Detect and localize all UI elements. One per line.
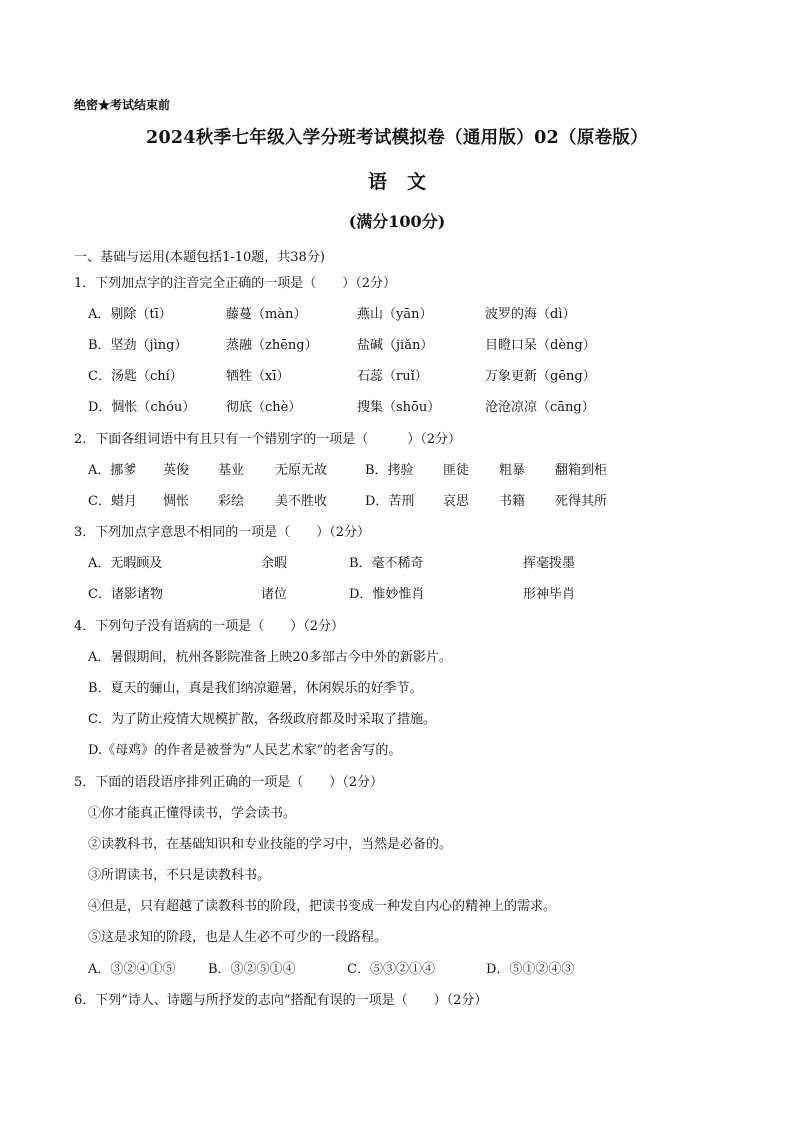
q1-option: 彻底（chè） — [226, 400, 302, 415]
q1-option: 藤蔓（màn） — [226, 307, 307, 322]
q3-option: 诸位 — [261, 587, 288, 602]
q3-option: D．惟妙惟肖 — [349, 587, 425, 602]
q2-word: B．拷验 — [365, 463, 414, 478]
q2-word: 英俊 — [163, 463, 190, 478]
q2-word: 哀思 — [443, 494, 470, 509]
q2-word: 书籍 — [499, 494, 526, 509]
q1-option: 沧沧凉凉（cāng） — [485, 400, 595, 415]
q3-option: A．无暇顾及 — [88, 556, 163, 571]
q2-word: 粗暴 — [499, 463, 526, 478]
q1-option: B．坚劲（jìng） — [88, 338, 188, 353]
q2-word: D．苦刑 — [365, 494, 415, 509]
q3-option: 形神毕肖 — [523, 587, 576, 602]
question-2-stem: 2．下面各组词语中有且只有一个错别字的一项是（ ）（2分） — [74, 432, 462, 447]
q1-option: C．汤匙（chí） — [88, 369, 183, 384]
q3-option: C．诸影诸物 — [88, 587, 163, 602]
q1-option: 搜集（shōu） — [357, 400, 441, 415]
question-6-stem: 6．下列“诗人、诗题与所抒发的志向”搭配有误的一项是（ ）（2分） — [74, 993, 488, 1008]
q5-sentence: ⑤这是求知的阶段，也是人生必不可少的一段路程。 — [88, 930, 388, 945]
exam-title: 2024秋季七年级入学分班考试模拟卷（通用版）02（原卷版） — [145, 128, 649, 148]
q4-option-a: A．暑假期间，杭州各影院准备上映20多部古今中外的新影片。 — [88, 650, 452, 665]
q2-word: 基业 — [218, 463, 245, 478]
q2-word: 无原无故 — [275, 463, 328, 478]
q5-option: D．⑤①②④③ — [486, 962, 575, 977]
subject-title: 语文 — [367, 171, 446, 193]
q1-option: 波罗的海（dì） — [485, 307, 576, 322]
q1-option: A．剔除（tī） — [88, 307, 172, 322]
q5-sentence: ②读教科书，在基础知识和专业技能的学习中，当然是必备的。 — [88, 837, 453, 852]
q4-option-d: D.《母鸡》的作者是被誉为“人民艺术家”的老舍写的。 — [88, 743, 402, 758]
q2-word: 惆怅 — [163, 494, 190, 509]
q1-option: 石蕊（ruǐ） — [357, 369, 428, 384]
q2-word: 美不胜收 — [275, 494, 328, 509]
q4-option-b: B．夏天的骊山，真是我们纳凉避暑，休闲娱乐的好季节。 — [88, 681, 423, 696]
q5-option: B．③②⑤①④ — [208, 962, 296, 977]
question-5-stem: 5．下面的语段语序排列正确的一项是（ ）（2分） — [74, 775, 384, 790]
q5-option: A．③②④①⑤ — [88, 962, 176, 977]
q1-option: 燕山（yān） — [357, 307, 433, 322]
q1-option: 盐碱（jiǎn） — [357, 338, 434, 353]
q3-option: B．毫不稀奇 — [349, 556, 424, 571]
q2-word: 匪徒 — [443, 463, 470, 478]
question-3-stem: 3．下列加点字意思不相同的一项是（ ）（2分） — [74, 525, 371, 540]
q3-option: 余暇 — [261, 556, 288, 571]
question-4-stem: 4．下列句子没有语病的一项是（ ）（2分） — [74, 619, 345, 634]
q1-option: 蒸融（zhēng） — [226, 338, 318, 353]
full-score: (满分100分) — [348, 212, 446, 231]
q1-option: D．惆怅（chóu） — [88, 400, 196, 415]
q1-option: 万象更新（gēng） — [485, 369, 596, 384]
q2-word: 死得其所 — [555, 494, 608, 509]
q5-sentence: ①你才能真正懂得读书，学会读书。 — [88, 806, 297, 821]
q5-sentence: ③所谓读书，不只是读教科书。 — [88, 868, 271, 883]
q2-word: 彩绘 — [218, 494, 245, 509]
q3-option: 挥毫拨墨 — [523, 556, 576, 571]
q5-option: C．⑤③②①④ — [347, 962, 435, 977]
q4-option-c: C．为了防止疫情大规模扩散，各级政府都及时采取了措施。 — [88, 712, 436, 727]
q5-sentence: ④但是，只有超越了读教科书的阶段，把读书变成一种发自内心的精神上的需求。 — [88, 899, 557, 914]
question-1-stem: 1．下列加点字的注音完全正确的一项是（ ）（2分） — [74, 276, 397, 291]
q2-word: 翻箱到柜 — [555, 463, 608, 478]
confidential-note: 绝密★考试结束前 — [74, 98, 171, 112]
q1-option: 牺牲（xī） — [226, 369, 290, 384]
q2-word: A．挪爹 — [88, 463, 137, 478]
q1-option: 目瞪口呆（dèng） — [485, 338, 596, 353]
q2-word: C．蜡月 — [88, 494, 137, 509]
section-heading: 一、基础与运用(本题包括1-10题，共38分) — [74, 250, 325, 265]
